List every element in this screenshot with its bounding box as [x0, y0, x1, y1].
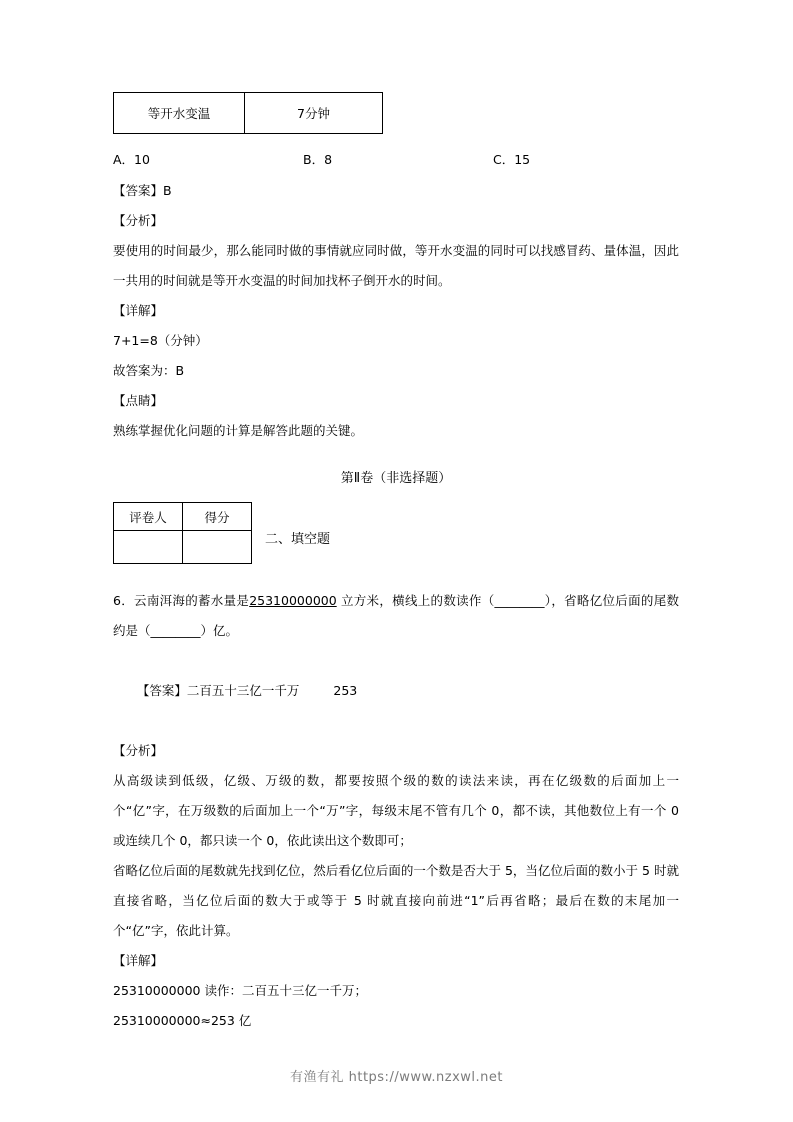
table-row — [114, 503, 252, 531]
question-6-text-1: 云南洱海的蓄水量是 — [134, 593, 250, 608]
score-cell-grader — [114, 531, 183, 564]
answer-1-q6: 二百五十三亿一千万 — [186, 683, 300, 698]
score-cell-points — [183, 531, 252, 564]
detail-line-1-q5: 7+1=8（分钟） — [113, 333, 208, 348]
point-text-q5: 熟练掌握优化问题的计算是解答此题的关键。 — [113, 423, 364, 438]
section-title-fill-in: 二、填空题 — [265, 532, 331, 547]
document-content — [113, 92, 679, 1036]
detail-tag-q6: 【详解】 — [113, 953, 164, 968]
detail-tag-q5: 【详解】 — [113, 303, 164, 318]
answer-line-q6 — [113, 646, 679, 736]
task-time-table — [113, 92, 383, 134]
question-6-underlined-number: 25310000000 — [249, 593, 337, 608]
section-ii-heading: 第Ⅱ卷（非选择题） — [340, 471, 452, 486]
choice-c: C．15 — [493, 152, 531, 167]
answer-tag-q5: 【答案】B — [113, 183, 172, 198]
choice-b: B．8 — [303, 152, 333, 167]
analysis-paragraph-1-q6: 从高级读到低级，亿级、万级的数，都要按照个级的数的读法来读，再在亿级数的后面加上一个“亿”字，在万级数的后面加上一个“万”字，每级末尾不管有几个 0，都不读，其他数位上有一个 0 或连续几个 0，都只读一个 0，依此读出这个数即可； — [113, 773, 679, 848]
time-cell: 7分钟 — [245, 93, 383, 134]
question-6-text-2: 立方米，横线上的数读作（________），省略亿位后面的尾数约是（________）亿。 — [113, 593, 679, 638]
point-tag-q5: 【点睛】 — [113, 393, 164, 408]
question-6-number: 6． — [113, 593, 135, 608]
analysis-paragraph-2-q6: 省略亿位后面的尾数就先找到亿位，然后看亿位后面的一个数是否大于 5，当亿位后面的数小于 5 时就直接省略，当亿位后面的数大于或等于 5 时就直接向前进“1”后再省略；最后在数的末尾加一个“亿”字，依此计算。 — [113, 863, 679, 938]
table-row — [114, 93, 383, 134]
table-row — [114, 531, 252, 564]
choice-options — [113, 150, 679, 176]
detail-line-2-q5: 故答案为：B — [113, 363, 185, 378]
score-table-block — [113, 502, 679, 576]
answer-2-q6: 253 — [333, 683, 358, 698]
score-header-points: 得分 — [183, 503, 252, 531]
detail-line-2-q6: 25310000000≈253 亿 — [113, 1013, 252, 1028]
footer-watermark: 有渔有礼 https://www.nzxwl.net — [289, 1070, 504, 1085]
analysis-tag-q5: 【分析】 — [113, 213, 164, 228]
analysis-text-q5: 要使用的时间最少，那么能同时做的事情就应同时做，等开水变温的同时可以找感冒药、量体温，因此一共用的时间就是等开水变温的时间加找杯子倒开水的时间。 — [113, 243, 679, 288]
question-6 — [113, 586, 679, 646]
detail-line-1-q6: 25310000000 读作：二百五十三亿一千万； — [113, 983, 367, 998]
task-cell: 等开水变温 — [114, 93, 245, 134]
score-table — [113, 502, 252, 564]
analysis-tag-q6: 【分析】 — [113, 743, 164, 758]
choice-a: A．10 — [113, 152, 150, 167]
score-header-grader: 评卷人 — [114, 503, 183, 531]
answer-tag-q6: 【答案】 — [136, 683, 187, 698]
